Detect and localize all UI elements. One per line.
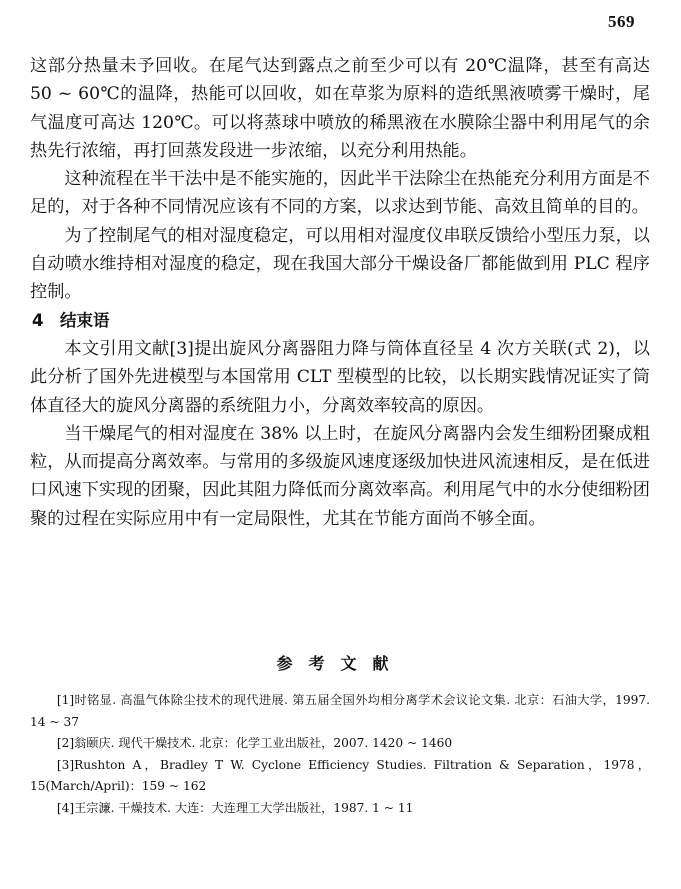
paragraph-conclusion-2: 当干燥尾气的相对湿度在 38% 以上时，在旋风分离器内会发生细粉团聚成粗粒，从而提高分离效率。与常用的多级旋风速度逐级加快进风流速相反，是在低进口风速下实现的团聚，因此其阻力降低而分离效率高。利用尾气中的水分使细粉团聚的过程在实际应用中有一定局限性，尤其在节能方面尚不够全面。 — [30, 423, 650, 529]
reference-item: [4]王宗濂. 干燥技术. 大连：大连理工大学出版社，1987. 1 ~ 11 — [56, 800, 414, 815]
reference-item: [1]时铭显. 高温气体除尘技术的现代进展. 第五届全国外均相分离学术会议论文集. 北京：石油大学，1997. 14 ~ 37 — [30, 693, 650, 729]
paragraph-continued: 这部分热量未予回收。在尾气达到露点之前至少可以有 20℃温降，甚至有高达 50 ~ 60℃的温降，热能可以回收，如在草浆为原料的造纸黑液喷雾干燥时，尾气温度可高达 120℃。可以将蒸球中喷放的稀黑液在水膜除尘器中利用尾气的余热先行浓缩，再打回蒸发段进一步浓缩，以充分利用热能。 — [30, 56, 650, 161]
section-number: 4 — [32, 310, 44, 330]
reference-item: [2]翁颐庆. 现代干燥技术. 北京：化学工业出版社，2007. 1420 ~ 1460 — [56, 736, 453, 750]
section-title: 结束语 — [60, 310, 110, 330]
references-title: 参考文献 — [276, 654, 405, 673]
paragraph-humidity-control: 为了控制尾气的相对湿度稳定，可以用相对湿度仪串联反馈给小型压力泵，以自动喷水维持相对湿度的稳定，现在我国大部分干燥设备厂都能做到用 PLC 程序控制。 — [30, 225, 650, 303]
page-number: 569 — [608, 12, 635, 31]
references-list — [30, 690, 650, 819]
paragraph-semi-dry-method: 这种流程在半干法中是不能实施的，因此半干法除尘在热能充分利用方面是不足的，对于各种不同情况应该有不同的方案，以求达到节能、高效且简单的目的。 — [30, 169, 650, 218]
body-text — [30, 52, 650, 533]
section-heading-conclusion — [30, 307, 650, 335]
reference-item: [3]Rushton A，Bradley T W. Cyclone Efficiency Studies. Filtration & Separation，1978，15(March/April)：159 ~ 162 — [30, 757, 650, 793]
paragraph-conclusion-1: 本文引用文献[3]提出旋风分离器阻力降与筒体直径呈 4 次方关联(式 2)，以此分析了国外先进模型与本国常用 CLT 型模型的比较，以长期实践情况证实了筒体直径大的旋风分离器的系统阻力小，分离效率较高的原因。 — [30, 338, 650, 416]
